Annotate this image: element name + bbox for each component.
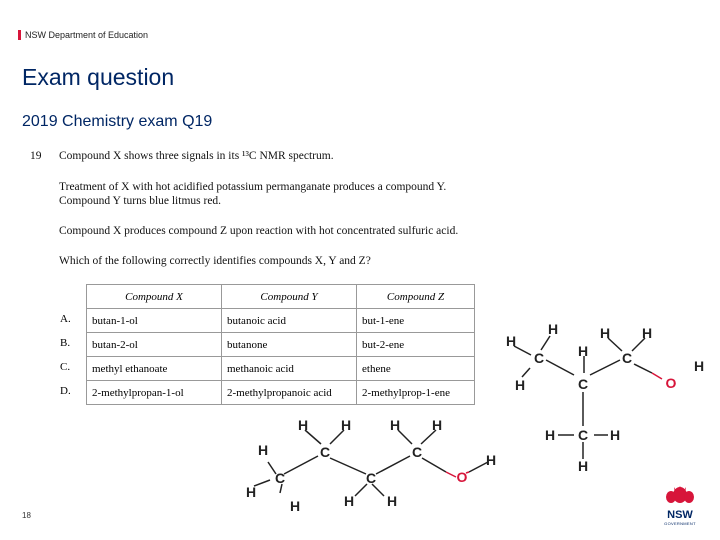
page-number: 18 <box>22 511 31 520</box>
cell-z: but-2-ene <box>357 333 475 357</box>
atom-c: C <box>411 444 423 460</box>
atom-c: C <box>621 350 633 366</box>
cell-x: methyl ethanoate <box>87 357 222 381</box>
waratah-icon <box>665 484 695 504</box>
logo-nsw-text: NSW <box>667 509 693 521</box>
header-compound-y: Compound Y <box>222 285 357 309</box>
department-text: NSW Department of Education <box>25 30 149 40</box>
question-line-5: Which of the following correctly identifies compounds X, Y and Z? <box>59 255 371 267</box>
atom-h: H <box>641 325 653 341</box>
cell-z: ethene <box>357 357 475 381</box>
question-line-4: Compound X produces compound Z upon reaction with hot concentrated sulfuric acid. <box>59 225 459 237</box>
atom-c: C <box>274 470 286 486</box>
atom-h: H <box>544 427 556 443</box>
nsw-government-logo <box>660 484 700 526</box>
atom-h: H <box>289 498 301 514</box>
atom-h: H <box>386 493 398 509</box>
atom-h: H <box>257 442 269 458</box>
atom-c: C <box>577 427 589 443</box>
atom-h: H <box>245 484 257 500</box>
cell-y: butanoic acid <box>222 309 357 333</box>
atom-c: C <box>319 444 331 460</box>
atoms-butanol <box>246 417 496 514</box>
cell-x: 2-methylpropan-1-ol <box>87 381 222 405</box>
atom-o: O <box>665 375 677 391</box>
bonds-butanol <box>254 430 488 496</box>
option-letter-c: C. <box>60 361 71 373</box>
page-subtitle: 2019 Chemistry exam Q19 <box>22 113 213 130</box>
cell-y: butanone <box>222 333 357 357</box>
page-title: Exam question <box>22 64 175 90</box>
option-letter-b: B. <box>60 337 71 349</box>
cell-x: butan-2-ol <box>87 333 222 357</box>
atom-c: C <box>533 350 545 366</box>
cell-z: 2-methylprop-1-ene <box>357 381 475 405</box>
atom-h: H <box>431 417 443 433</box>
cell-y: methanoic acid <box>222 357 357 381</box>
header-compound-x: Compound X <box>87 285 222 309</box>
atom-h: H <box>693 358 705 374</box>
atom-h: H <box>609 427 621 443</box>
atom-c: C <box>365 470 377 486</box>
atom-h: H <box>485 452 497 468</box>
atom-h: H <box>577 343 589 359</box>
atom-c: C <box>577 376 589 392</box>
atom-h: H <box>599 325 611 341</box>
question-line-1: Compound X shows three signals in its ¹³C NMR spectrum. <box>59 150 334 162</box>
option-letter-a: A. <box>60 313 71 325</box>
bond-oxygen-methylpropanol <box>652 373 662 379</box>
atom-h: H <box>340 417 352 433</box>
question-number: 19 <box>30 150 42 162</box>
logo-government-text: GOVERNMENT <box>664 521 696 526</box>
cell-y: 2-methylpropanoic acid <box>222 381 357 405</box>
cell-z: but-1-ene <box>357 309 475 333</box>
atom-o: O <box>456 469 468 485</box>
question-line-2: Treatment of X with hot acidified potassium permanganate produces a compound Y. <box>59 181 447 193</box>
atoms-methylpropanol <box>506 321 704 474</box>
atom-h: H <box>389 417 401 433</box>
header-compound-z: Compound Z <box>357 285 475 309</box>
atom-h: H <box>505 333 517 349</box>
atom-h: H <box>514 377 526 393</box>
atom-h: H <box>343 493 355 509</box>
atom-h: H <box>547 321 559 337</box>
cell-x: butan-1-ol <box>87 309 222 333</box>
option-letter-d: D. <box>60 385 71 397</box>
atom-h: H <box>577 458 589 474</box>
question-line-3: Compound Y turns blue litmus red. <box>59 195 222 207</box>
atom-h: H <box>297 417 309 433</box>
